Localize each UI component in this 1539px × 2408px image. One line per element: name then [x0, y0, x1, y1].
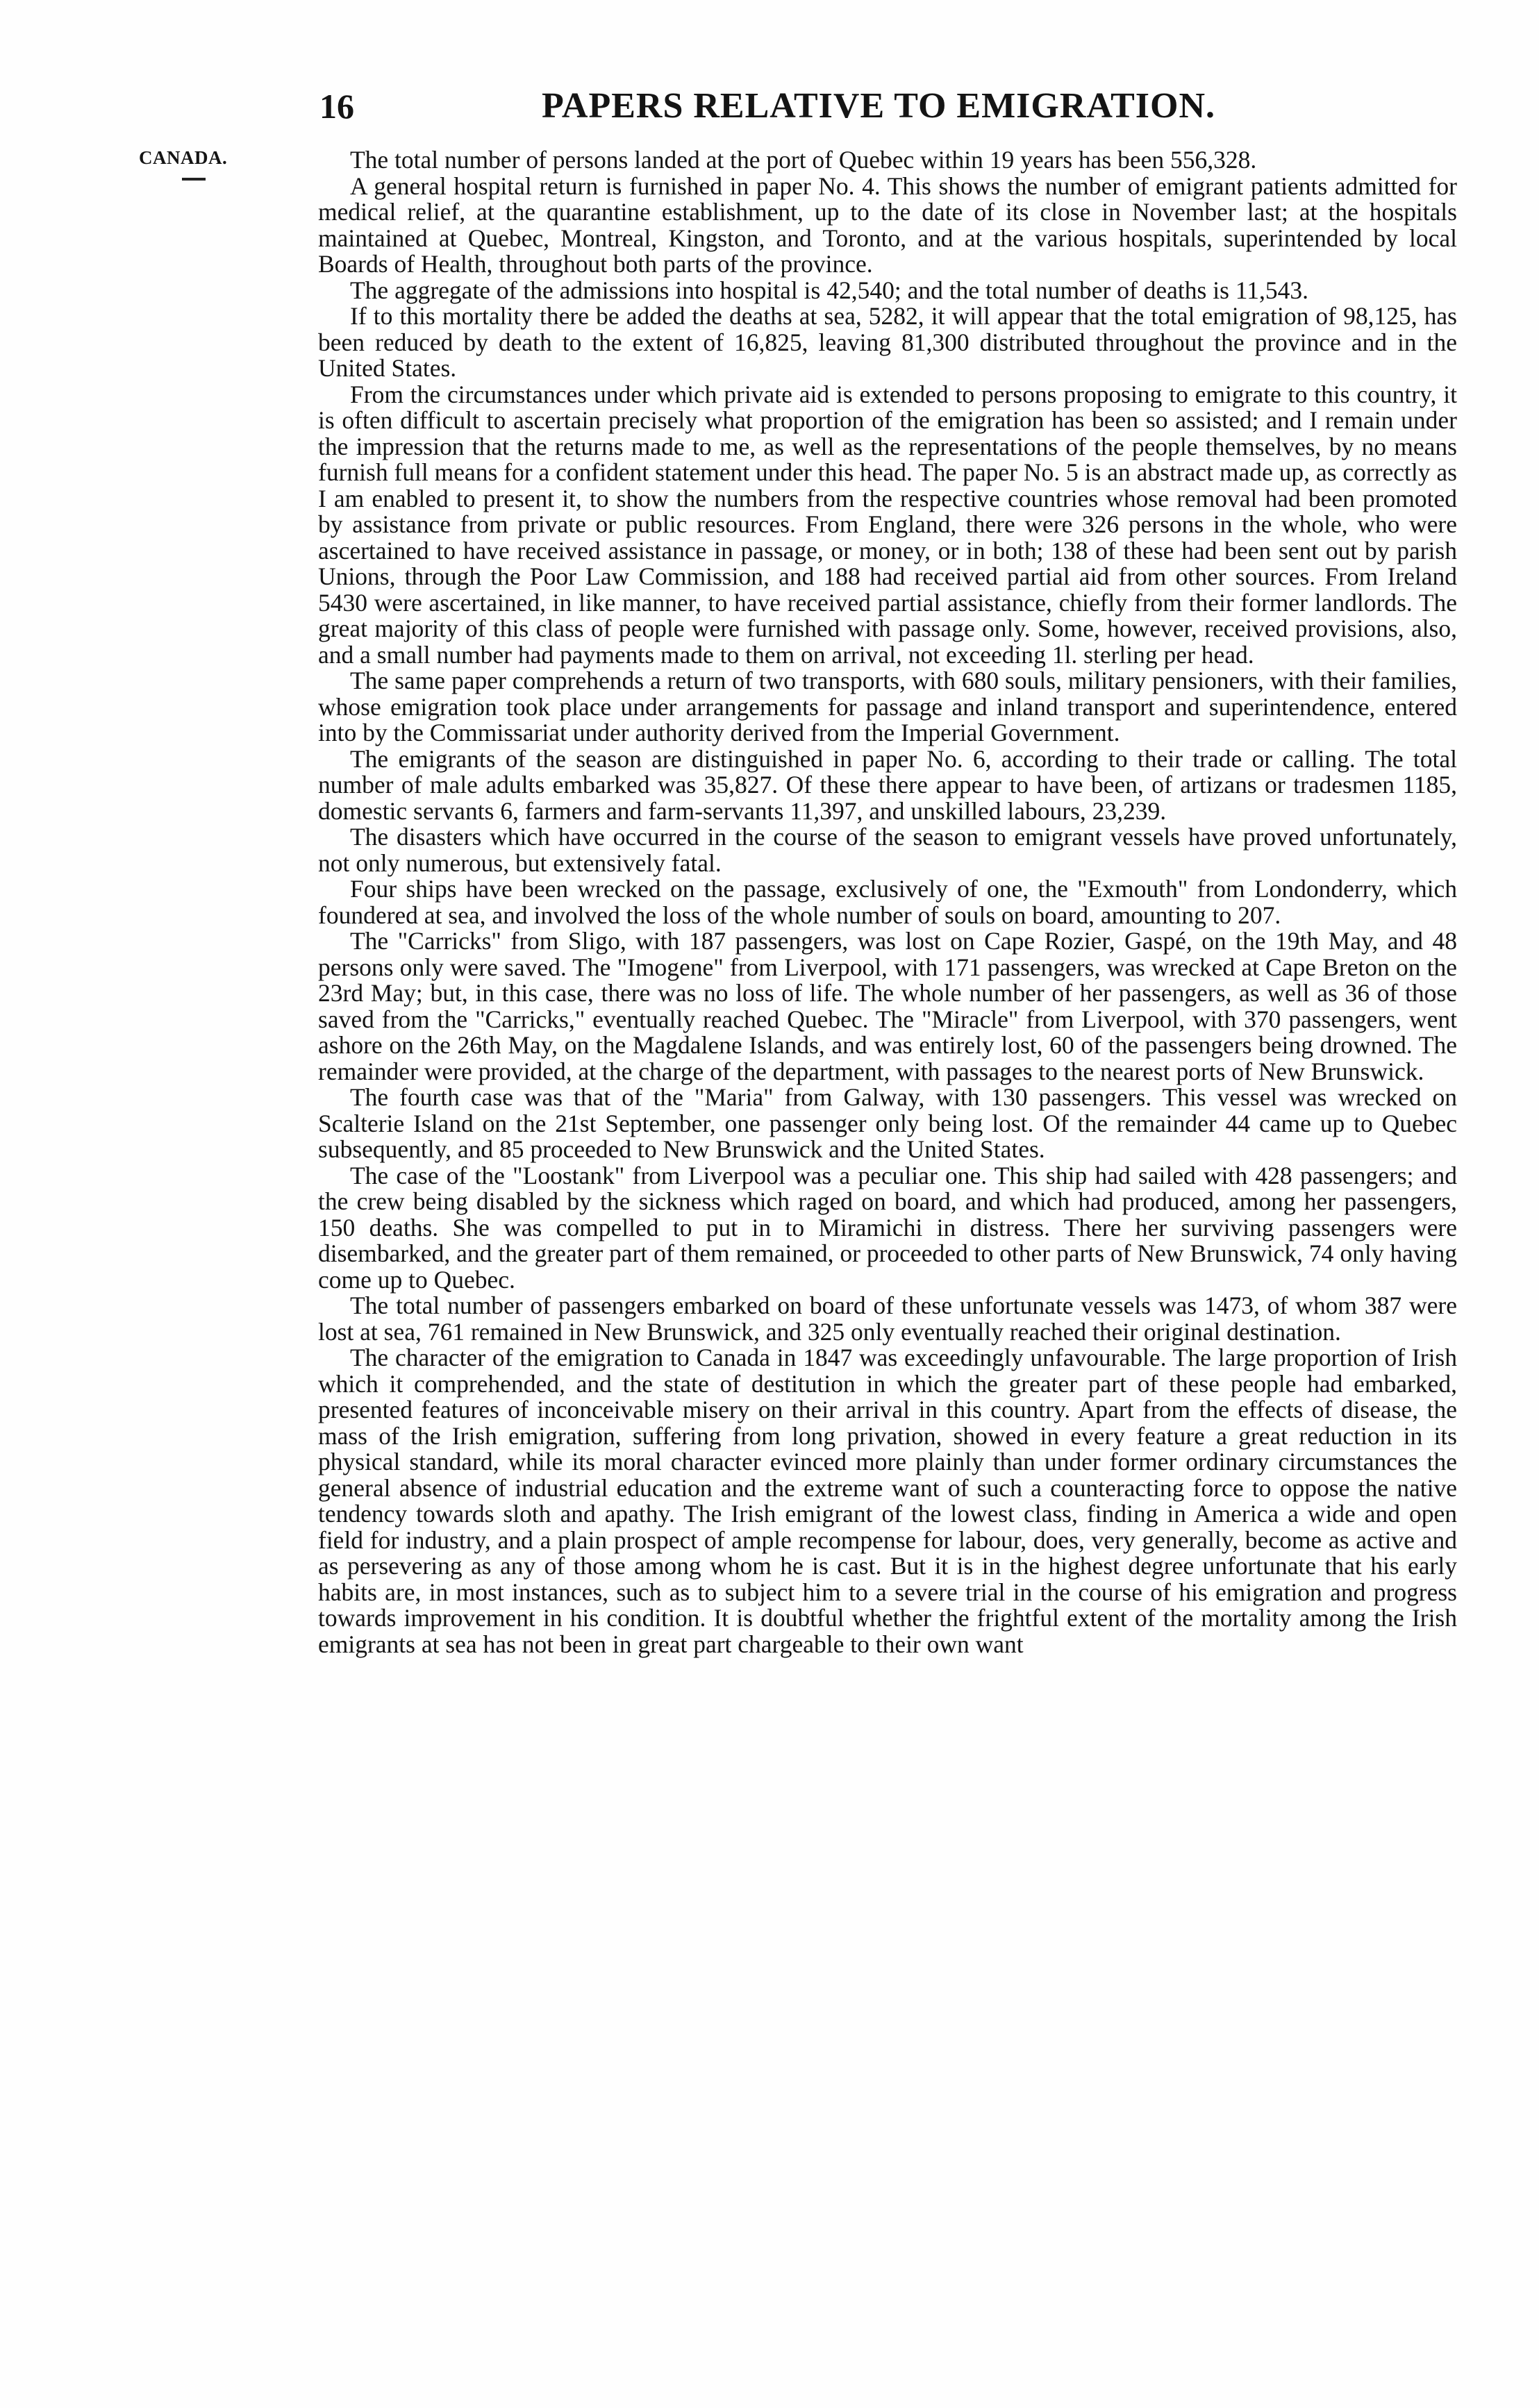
paragraph-3: The aggregate of the admissions into hospital is 42,540; and the total number of deaths is 11,543.: [350, 276, 1308, 304]
paragraph-8: The disasters which have occurred in the course of the season to emigrant vessels have proved unfortunately, not only numerous, but extensively fatal.: [318, 823, 1457, 877]
paragraph-4: If to this mortality there be added the deaths at sea, 5282, it will appear that the total emigration of 98,125, has been reduced by death to the extent of 16,825, leaving 81,300 distributed throughout the province and in the United States.: [318, 302, 1457, 382]
paragraph-10: The "Carricks" from Sligo, with 187 passengers, was lost on Cape Rozier, Gaspé, on the 19th May, and 48 persons only were saved. The "Imogene" from Liverpool, with 171 passengers, was wrecked at Cape Breton on the 23rd May; but, in this case, there was no loss of life. The whole number of her passengers, as well as 36 of those saved from the "Carricks," eventually reached Quebec. The "Miracle" from Liverpool, with 370 passengers, went ashore on the 26th May, on the Magdalene Islands, and was entirely lost, 60 of the passengers being drowned. The remainder were provided, at the charge of the department, with passages to the nearest ports of New Brunswick.: [318, 927, 1457, 1085]
paragraph-5: From the circumstances under which private aid is extended to persons proposing to emigrate to this country, it is often difficult to ascertain precisely what proportion of the emigration has been so assisted; and I remain under the impression that the returns made to me, as well as the representations of the people themselves, by no means furnish full means for a confident statement under this head. The paper No. 5 is an abstract made up, as correctly as I am enabled to present it, to show the numbers from the respective countries whose removal had been promoted by assistance from private or public resources. From England, there were 326 persons in the whole, who were ascertained to have received assistance in passage, or money, or in both; 138 of these had been sent out by parish Unions, through the Poor Law Commission, and 188 had received partial aid from other sources. From Ireland 5430 were ascertained, in like manner, to have received partial assistance, chiefly from their former landlords. The great majority of this class of people were furnished with passage only. Some, however, received provisions, also, and a small number had payments made to them on arrival, not exceeding 1l. sterling per head.: [318, 380, 1457, 669]
page-header: [319, 75, 1472, 137]
page-number: 16: [319, 87, 354, 126]
paragraph-1: The total number of persons landed at the port of Quebec within 19 years has been 556,328.: [350, 146, 1257, 174]
paragraph-7: The emigrants of the season are distinguished in paper No. 6, according to their trade or calling. The total number of male adults embarked was 35,827. Of these there appear to have been, of artizans or tradesmen 1185, domestic servants 6, farmers and farm-servants 11,397, and unskilled labours, 23,239.: [318, 744, 1457, 825]
paragraph-9: Four ships have been wrecked on the passage, exclusively of one, the "Exmouth" from Londonderry, which foundered at sea, and involved the loss of the whole number of souls on board, amounting to 207.: [318, 875, 1457, 929]
paragraph-2: A general hospital return is furnished in paper No. 4. This shows the number of emigrant patients admitted for medical relief, at the quarantine establishment, up to the date of its close in November last; at the hospitals maintained at Quebec, Montreal, Kingston, and Toronto, and at the various hospitals, superintended by local Boards of Health, throughout both parts of the province.: [318, 172, 1457, 278]
margin-note-canada: CANADA.: [139, 147, 228, 168]
paragraph-13: The total number of passengers embarked on board of these unfortunate vessels was 1473, of whom 387 were lost at sea, 761 remained in New Brunswick, and 325 only eventually reached their original destination.: [318, 1291, 1457, 1346]
body-text: [318, 147, 1457, 1657]
running-title: PAPERS RELATIVE TO EMIGRATION.: [542, 86, 1216, 126]
paragraph-6: The same paper comprehends a return of two transports, with 680 souls, military pensioners, with their families, whose emigration took place under arrangements for passage and inland transport and superintendence, entered into by the Commissariat under authority derived from the Imperial Government.: [318, 667, 1457, 746]
paragraph-14: The character of the emigration to Canada in 1847 was exceedingly unfavourable. The large proportion of Irish which it comprehended, and the state of destitution in which the greater part of these people had embarked, presented features of inconceivable misery on their arrival in this country. Apart from the effects of disease, the mass of the Irish emigration, suffering from long privation, showed in every feature a great reduction in its physical standard, while its moral character evinced more plainly than under former ordinary circumstances the general absence of industrial education and the extreme want of such a counteracting force to oppose the native tendency towards sloth and apathy. The Irish emigrant of the lowest class, finding in America a wide and open field for industry, and a plain prospect of ample recompense for labour, does, very generally, become as active and as persevering as any of those among whom he is cast. But it is in the highest degree unfortunate that his early habits are, in most instances, such as to subject him to a severe trial in the course of his emigration and progress towards improvement in his condition. It is doubtful whether the frightful extent of the mortality among the Irish emigrants at sea has not been in great part chargeable to their own want: [318, 1344, 1457, 1658]
paragraph-12: The case of the "Loostank" from Liverpool was a peculiar one. This ship had sailed with 428 passengers; and the crew being disabled by the sickness which raged on board, and which had produced, among her passengers, 150 deaths. She was compelled to put in to Miramichi in distress. There her surviving passengers were disembarked, and the greater part of them remained, or proceeded to other parts of New Brunswick, 74 only having come up to Quebec.: [318, 1161, 1457, 1294]
margin-dash: [182, 178, 206, 181]
paragraph-11: The fourth case was that of the "Maria" from Galway, with 130 passengers. This vessel was wrecked on Scalterie Island on the 21st September, one passenger only being lost. Of the remainder 44 came up to Quebec subsequently, and 85 proceeded to New Brunswick and the United States.: [318, 1083, 1457, 1163]
